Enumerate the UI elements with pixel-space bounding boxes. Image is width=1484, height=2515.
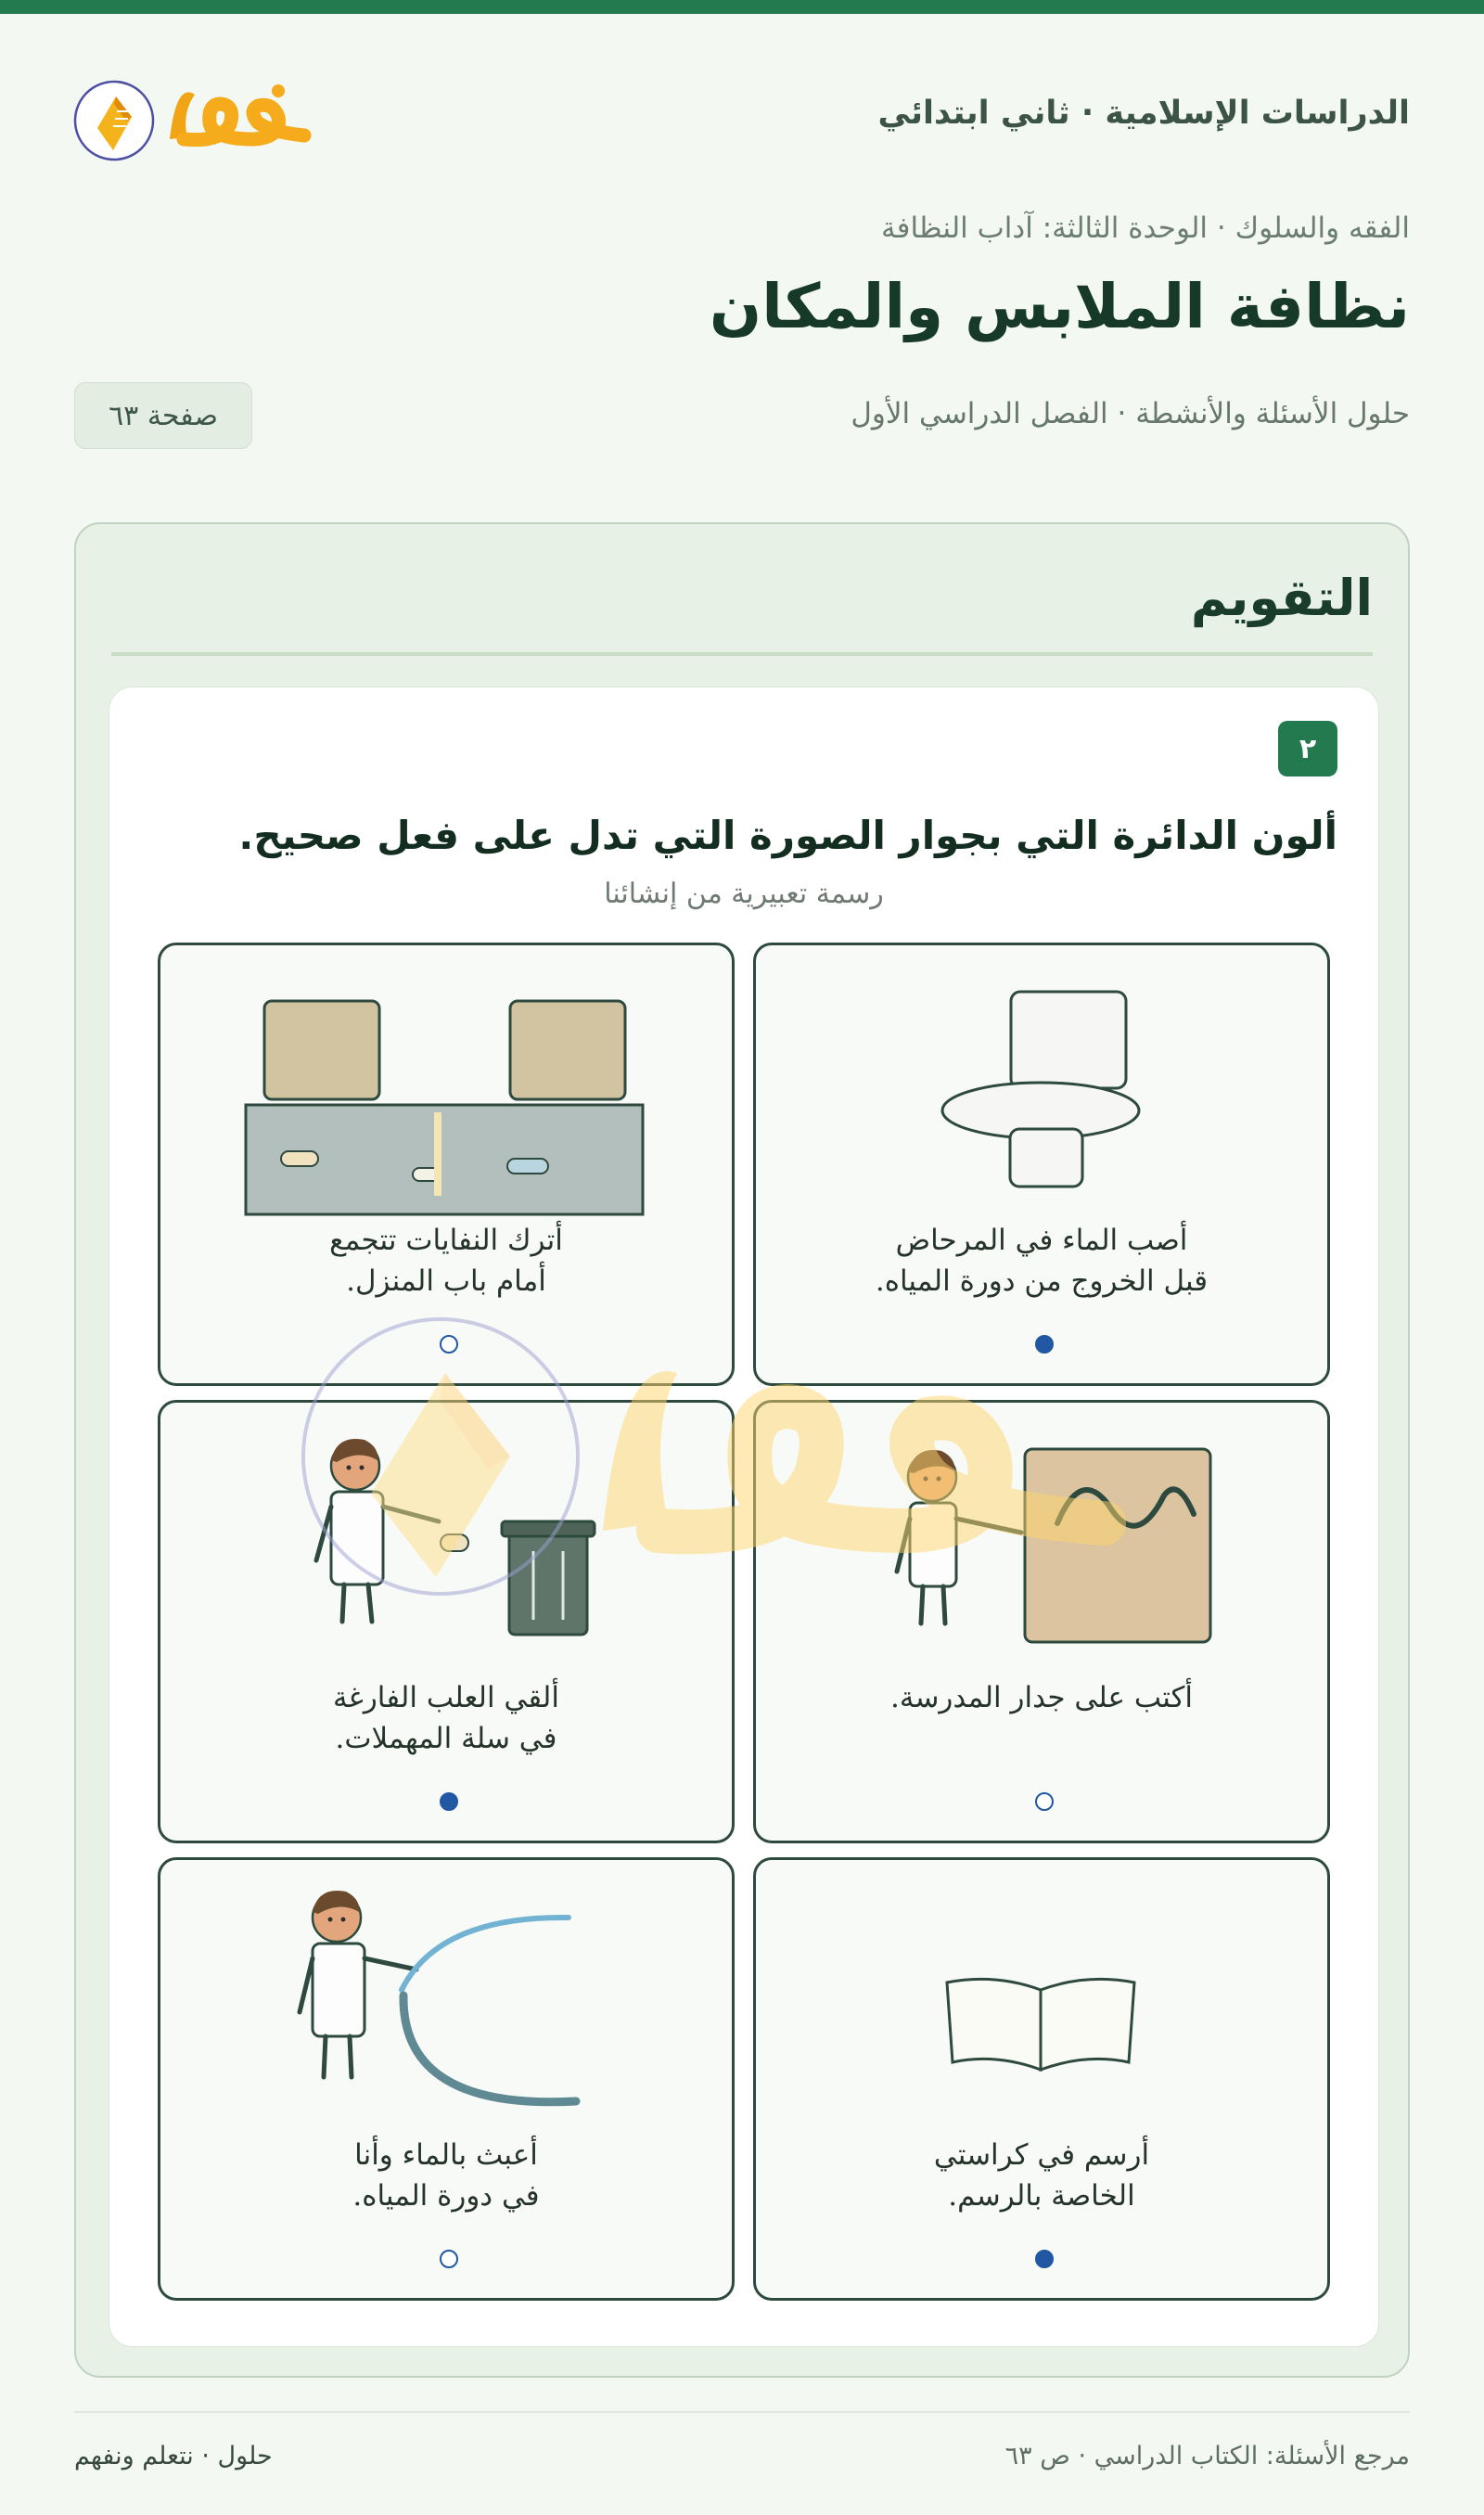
page-number-badge: صفحة ٦٣ xyxy=(74,382,252,449)
option-text-line: ألقي العلب الفارغة xyxy=(333,1681,559,1714)
footer-divider xyxy=(74,2411,1410,2413)
site-logo[interactable] xyxy=(72,63,332,174)
question-number-badge: ٢ xyxy=(1278,721,1337,776)
option-text-line: قبل الخروج من دورة المياه. xyxy=(875,1264,1209,1298)
answer-circle[interactable] xyxy=(440,1792,458,1811)
option-text-line: الخاصة بالرسم. xyxy=(948,2179,1135,2213)
option-text xyxy=(198,2135,695,2216)
page-title: نظافة الملابس والمكان xyxy=(709,271,1410,342)
option-text xyxy=(793,2135,1290,2216)
answer-circle[interactable] xyxy=(1035,2250,1054,2268)
option-text-line: أمام باب المنزل. xyxy=(346,1264,546,1298)
option-text-line: أعبث بالماء وأنا xyxy=(354,2138,538,2172)
option-card[interactable] xyxy=(158,1857,735,2301)
toilet-icon xyxy=(756,945,1330,1224)
footer-reference: مرجع الأسئلة: الكتاب الدراسي · ص ٦٣ xyxy=(1004,2442,1410,2470)
option-card[interactable] xyxy=(158,1400,735,1843)
option-card[interactable] xyxy=(753,1857,1330,2301)
answer-circle[interactable] xyxy=(1035,1335,1054,1354)
question-card xyxy=(109,686,1379,2347)
option-card[interactable] xyxy=(753,943,1330,1386)
option-text xyxy=(793,1220,1290,1302)
top-accent-bar xyxy=(0,0,1484,14)
logo-graphic xyxy=(72,63,332,174)
child-trash-bin-icon xyxy=(160,1403,735,1681)
illustration-caption: رسمة تعبيرية من إنشائنا xyxy=(604,878,884,910)
trash-bags-door-icon xyxy=(160,945,735,1224)
option-text xyxy=(198,1220,695,1302)
breadcrumb: الفقه والسلوك · الوحدة الثالثة: آداب النظافة xyxy=(881,212,1410,245)
open-notebook-icon xyxy=(756,1860,1330,2138)
option-text xyxy=(198,1677,695,1759)
option-text xyxy=(793,1677,1290,1718)
child-water-splash-icon xyxy=(160,1860,735,2138)
question-text: ألون الدائرة التي بجوار الصورة التي تدل على فعل صحيح. xyxy=(238,813,1337,858)
section-title: التقويم xyxy=(1190,569,1373,627)
course-title: الدراسات الإسلامية · ثاني ابتدائي xyxy=(877,95,1410,132)
option-text-line: في سلة المهملات. xyxy=(335,1722,557,1755)
child-writing-wall-icon xyxy=(756,1403,1330,1681)
option-card[interactable] xyxy=(158,943,735,1386)
answer-circle[interactable] xyxy=(440,1335,458,1354)
evaluation-section xyxy=(74,522,1410,2378)
option-text-line: في دورة المياه. xyxy=(352,2179,540,2213)
option-text-line: أترك النفايات تتجمع xyxy=(329,1224,563,1257)
page-subtitle: حلول الأسئلة والأنشطة · الفصل الدراسي الأول xyxy=(851,397,1410,430)
answer-circle[interactable] xyxy=(440,2250,458,2268)
option-text-line: أكتب على جدار المدرسة. xyxy=(889,1681,1193,1714)
answer-circle[interactable] xyxy=(1035,1792,1054,1811)
option-card[interactable] xyxy=(753,1400,1330,1843)
section-divider xyxy=(111,652,1373,656)
option-text-line: أصب الماء في المرحاض xyxy=(895,1224,1188,1257)
footer-brand: حلول · نتعلم ونفهم xyxy=(74,2442,273,2470)
option-text-line: أرسم في كراستي xyxy=(933,2138,1150,2172)
